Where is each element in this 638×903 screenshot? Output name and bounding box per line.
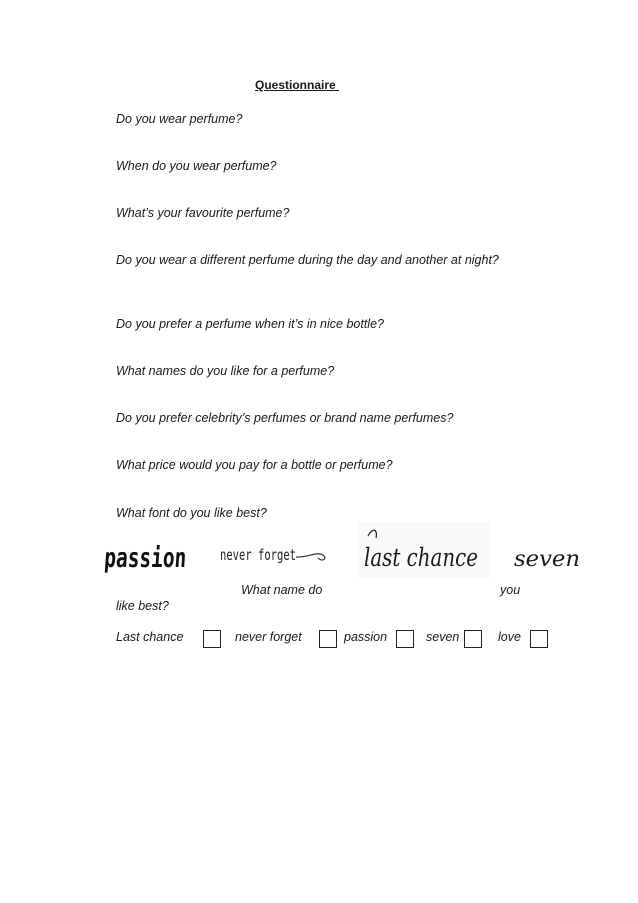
name-question-part2: you [500, 583, 521, 597]
option-passion-checkbox[interactable] [396, 630, 414, 648]
option-seven-label: seven [426, 630, 460, 644]
question-celebrity: Do you prefer celebrity’s perfumes or brand name perfumes? [116, 411, 454, 425]
question-wear-perfume: Do you wear perfume? [116, 112, 243, 126]
option-last-chance-label: Last chance [116, 630, 184, 644]
font-sample-never-forget [218, 536, 334, 572]
question-day-night: Do you wear a different perfume during the day and another at night? [116, 253, 499, 267]
svg-text:never forget: never forget [220, 546, 296, 564]
font-sample-seven [512, 542, 584, 576]
option-passion-label: passion [344, 630, 388, 644]
option-love-label: love [498, 630, 521, 644]
option-love-checkbox[interactable] [530, 630, 548, 648]
option-last-chance-checkbox[interactable] [203, 630, 221, 648]
svg-text:passion: passion [103, 543, 220, 574]
page-title: Questionnaire [255, 78, 340, 92]
question-price: What price would you pay for a bottle or perfume? [116, 458, 393, 472]
option-seven-checkbox[interactable] [464, 630, 482, 648]
svg-text:last chance: last chance [364, 543, 478, 572]
font-sample-last-chance [358, 522, 490, 578]
option-never-forget-label: never forget [235, 630, 302, 644]
svg-text:seven: seven [514, 547, 580, 572]
question-nice-bottle: Do you prefer a perfume when it’s in nice bottle? [116, 317, 384, 331]
name-question-part1: What name do [241, 583, 323, 597]
name-question-part3: like best? [116, 599, 169, 613]
question-font: What font do you like best? [116, 506, 267, 520]
question-favourite: What’s your favourite perfume? [116, 206, 290, 220]
question-when-wear: When do you wear perfume? [116, 159, 277, 173]
option-never-forget-checkbox[interactable] [319, 630, 337, 648]
font-sample-passion [103, 535, 220, 581]
question-names: What names do you like for a perfume? [116, 364, 335, 378]
